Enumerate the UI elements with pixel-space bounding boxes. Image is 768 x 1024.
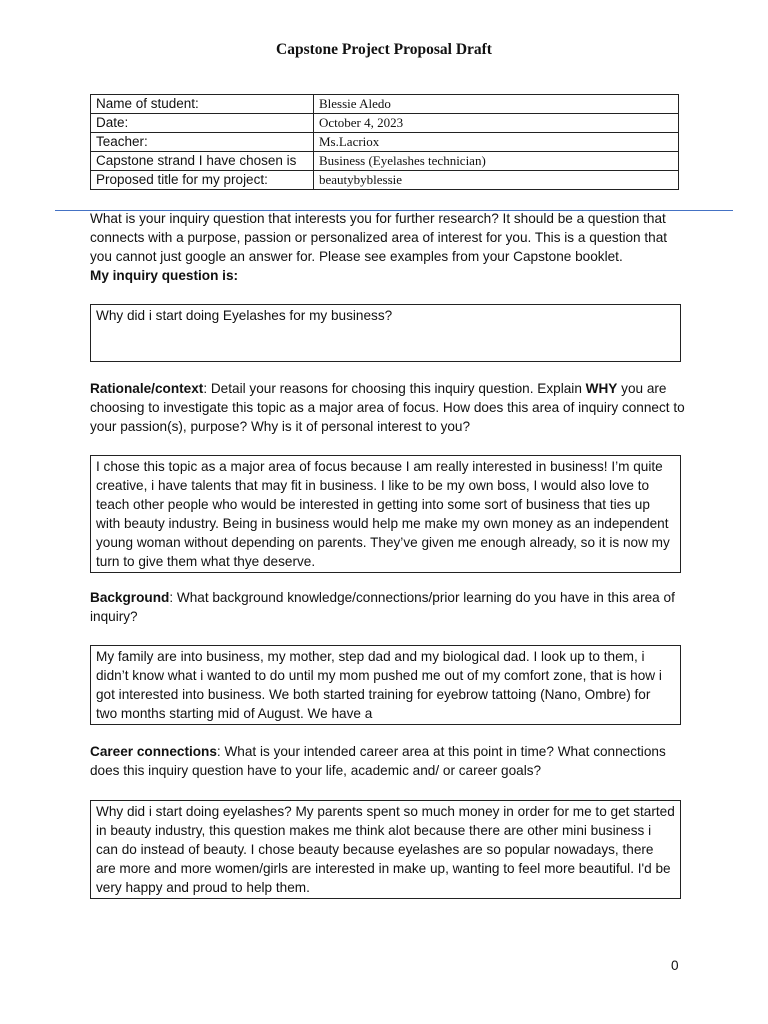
table-row	[91, 171, 679, 190]
rationale-prompt-a: : Detail your reasons for choosing this inquiry question. Explain	[203, 381, 586, 396]
inquiry-label: My inquiry question is:	[90, 268, 239, 283]
rationale-prompt-b: you are choosing to investigate this topic as a major area of focus. How does this area of inquiry connect to your passion(s), purpose? Why is it of personal interest to you?	[90, 381, 685, 434]
inquiry-prompt: What is your inquiry question that interests you for further research? It should be a question that connects with a purpose, passion or personalized area of interest for you. This is a question that you cannot just google an answer for. Please see examples from your Capstone booklet.	[90, 211, 668, 264]
table-row	[91, 114, 679, 133]
career-prompt	[90, 742, 690, 780]
row-label-title: Proposed title for my project:	[91, 171, 314, 190]
row-value-strand: Business (Eyelashes technician)	[314, 152, 679, 171]
career-prompt-text: : What is your intended career area at this point in time? What connections does this inquiry question have to your life, academic and/ or career goals?	[90, 744, 666, 778]
table-row	[91, 95, 679, 114]
row-label-date: Date:	[91, 114, 314, 133]
row-label-teacher: Teacher:	[91, 133, 314, 152]
table-row	[91, 152, 679, 171]
rationale-answer-box: I chose this topic as a major area of focus because I am really interested in business! I’m quite creative, i have talents that may fit in business. I like to be my own boss, I would also love to teach other people who would be interested in getting into some sort of business that ties up with beauty industry. Being in business would help me make my own money as an independent young woman without depending on parents. They’ve given me enough already, so it is now my turn to give them what thye deserve.	[90, 455, 681, 573]
page-title: Capstone Project Proposal Draft	[276, 41, 492, 58]
background-prompt-text: : What background knowledge/connections/prior learning do you have in this area of inquiry?	[90, 590, 675, 624]
background-answer-box: My family are into business, my mother, step dad and my biological dad. I look up to them, i didn’t know what i wanted to do until my mom pushed me out of my comfort zone, that is how i got interested into business. We both started training for eyebrow tattoing (Nano, Ombre) for two months starting mid of August. We have a	[90, 645, 681, 725]
rationale-prompt	[90, 379, 690, 436]
background-heading: Background	[90, 590, 170, 605]
row-value-name: Blessie Aledo	[314, 95, 679, 114]
row-label-strand: Capstone strand I have chosen is	[91, 152, 314, 171]
row-value-title: beautybyblessie	[314, 171, 679, 190]
row-value-teacher: Ms.Lacriox	[314, 133, 679, 152]
background-prompt	[90, 588, 690, 626]
career-heading: Career connections	[90, 744, 217, 759]
career-answer-box: Why did i start doing eyelashes? My parents spent so much money in order for me to get started in beauty industry, this question makes me think alot because there are other mini business i can do instead of beauty. I chose beauty because eyelashes are so popular nowadays, there are more and more women/girls are interested in make up, wanting to feel more beautiful. I'd be very happy and proud to help them.	[90, 800, 681, 899]
row-value-date: October 4, 2023	[314, 114, 679, 133]
student-info-table	[90, 94, 679, 190]
inquiry-answer-box: Why did i start doing Eyelashes for my business?	[90, 304, 681, 362]
page-number: 0	[671, 958, 679, 973]
rationale-emphasis: WHY	[585, 381, 618, 396]
row-label-name: Name of student:	[91, 95, 314, 114]
rationale-heading: Rationale/context	[90, 381, 204, 396]
table-row	[91, 133, 679, 152]
inquiry-section	[90, 209, 690, 285]
